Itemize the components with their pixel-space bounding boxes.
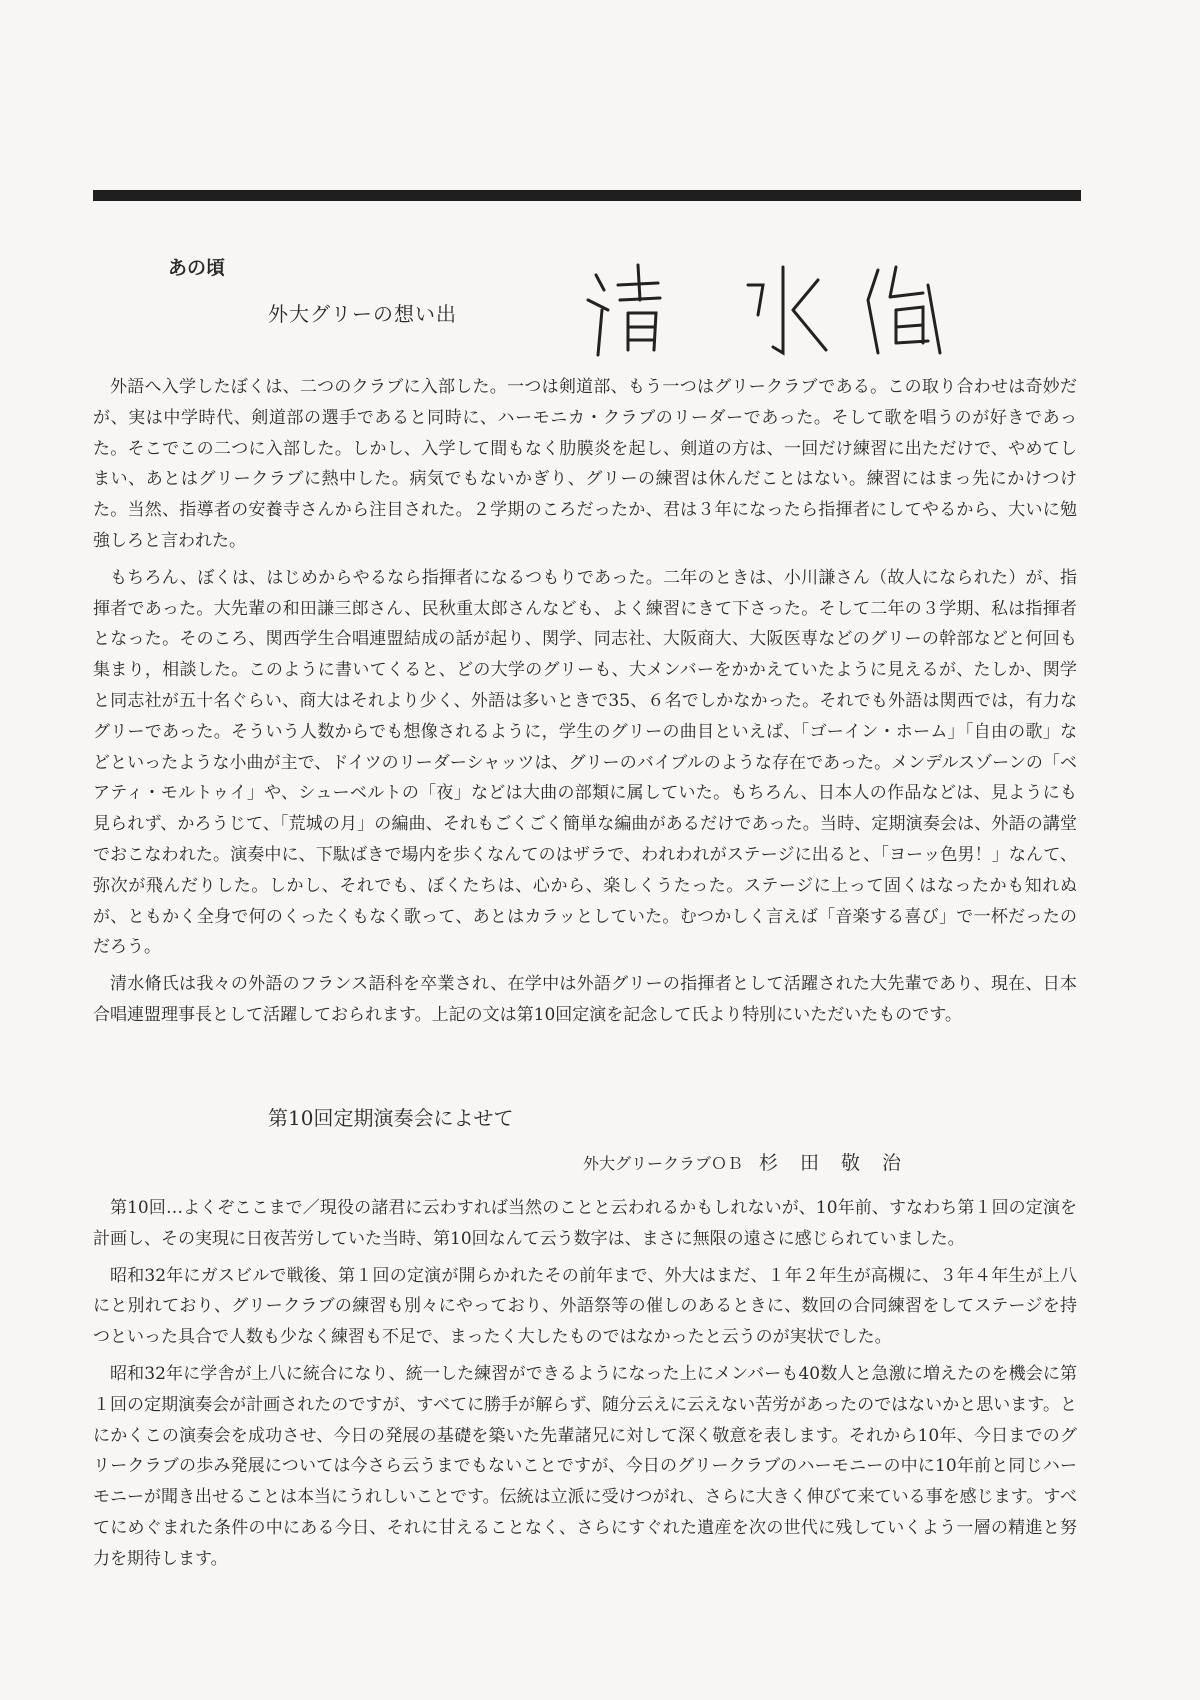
section-label: あの頃 bbox=[168, 257, 226, 279]
article-body-2 bbox=[93, 1193, 1077, 1581]
paragraph: 昭和32年にガスビルで戦後、第１回の定演が開らかれたその前年まで、外大はまだ、１年２年生が高槻に、３年４年生が上八にと別れており、グリークラブの練習も別々にやっており、外語祭等の催しのあるときに、数回の合同練習をしてステージを持つといった具合で人数も少なく練習も不足で、まったく大したものではなかったと云うのが実状でした。 bbox=[93, 1265, 1077, 1348]
paragraph: 第10回…よくぞここまで／現役の諸君に云わすれば当然のことと云われるかもしれないが、10年前、すなわち第１回の定演を計画し、その実現に日夜苦労していた当時、第10回なんて云う数字は、まさに無限の遠さに感じられていました。 bbox=[93, 1198, 1077, 1249]
article-title: 外大グリーの想い出 bbox=[268, 302, 457, 326]
article-2-title: 第10回定期演奏会によせて bbox=[268, 1106, 514, 1130]
article-body-1 bbox=[93, 372, 1077, 1037]
byline-name: 杉田敬治 bbox=[759, 1152, 924, 1174]
top-rule bbox=[93, 190, 1081, 201]
paragraph: 清水脩氏は我々の外語のフランス語科を卒業され、在学中は外語グリーの指揮者として活躍された大先輩であり、現在、日本合唱連盟理事長として活躍しておられます。上記の文は第10回定演を記念して氏より特別にいただいたものです。 bbox=[93, 974, 1077, 1025]
byline bbox=[583, 1148, 923, 1175]
signature bbox=[578, 255, 998, 365]
paragraph: 昭和32年に学舎が上八に統合になり、統一した練習ができるようになった上にメンバーも40数人と急激に増えたのを機会に第１回の定期演奏会が計画されたのですが、すべてに勝手が解らず、随分云えに云えない苦労があったのではないかと思います。とにかくこの演奏会を成功させ、今日の発展の基礎を築いた先輩諸兄に対して深く敬意を表します。それから10年、今日までのグリークラブの歩み発展については今さら云うまでもないことですが、今日のグリークラブのハーモニーの中に10年前と同じハーモニーが聞き出せることは本当にうれしいことです。伝統は立派に受けつがれ、さらに大きく伸びて来ている事を感じます。すべてにめぐまれた条件の中にある今日、それに甘えることなく、さらにすぐれた遺産を次の世代に残していくよう一層の精進と努力を期待します。 bbox=[93, 1363, 1077, 1569]
byline-org: 外大グリークラブＯＢ bbox=[583, 1154, 744, 1173]
paragraph: 外語へ入学したぼくは、二つのクラブに入部した。一つは剣道部、もう一つはグリークラブである。この取り合わせは奇妙だが、実は中学時代、剣道部の選手であると同時に、ハーモニカ・クラブのリーダーであった。そして歌を唱うのが好きであった。そこでこの二つに入部した。しかし、入学して間もなく肋膜炎を起し、剣道の方は、一回だけ練習に出ただけで、やめてしまい、あとはグリークラブに熱中した。病気でもないかぎり、グリーの練習は休んだことはない。練習にはまっ先にかけつけた。当然、指導者の安養寺さんから注目された。２学期のころだったか、君は３年になったら指揮者にしてやるから、大いに勉強しろと言われた。 bbox=[93, 377, 1077, 551]
paragraph: もちろん、ぼくは、はじめからやるなら指揮者になるつもりであった。二年のときは、小川謙さん（故人になられた）が、指揮者であった。大先輩の和田謙三郎さん、民秋重太郎さんなども、よく練習にきて下さった。そして二年の３学期、私は指揮者となった。そのころ、関西学生合唱連盟結成の話が起り、関学、同志社、大阪商大、大阪医専などのグリーの幹部などと何回も集まり，相談した。このように書いてくると、どの大学のグリーも、大メンバーをかかえていたように見えるが、たしか、関学と同志社が五十名ぐらい、商大はそれより少く、外語は多いときで35、６名でしかなかった。それでも外語は関西では，有力なグリーであった。そういう人数からでも想像されるように，学生のグリーの曲目といえば、「ゴーイン・ホーム」「自由の歌」などといったような小曲が主で、ドイツのリーダーシャッツは、グリーのバイブルのような存在であった。メンデルスゾーンの「ベアティ・モルトゥイ」や、シューベルトの「夜」などは大曲の部類に属していた。もちろん、日本人の作品などは、見ようにも見られず、かろうじて、「荒城の月」の編曲、それもごくごく簡単な編曲があるだけであった。当時、定期演奏会は、外語の講堂でおこなわれた。演奏中に、下駄ばきで場内を歩くなんてのはザラで、われわれがステージに出ると、「ヨーッ色男！」なんて、弥次が飛んだりした。しかし、それでも、ぼくたちは、心から、楽しくうたった。ステージに上って固くはなったかも知れぬが、ともかく全身で何のくったくもなく歌って、あとはカラッとしていた。むつかしく言えば「音楽する喜び」で一杯だったのだろう。 bbox=[93, 567, 1077, 958]
